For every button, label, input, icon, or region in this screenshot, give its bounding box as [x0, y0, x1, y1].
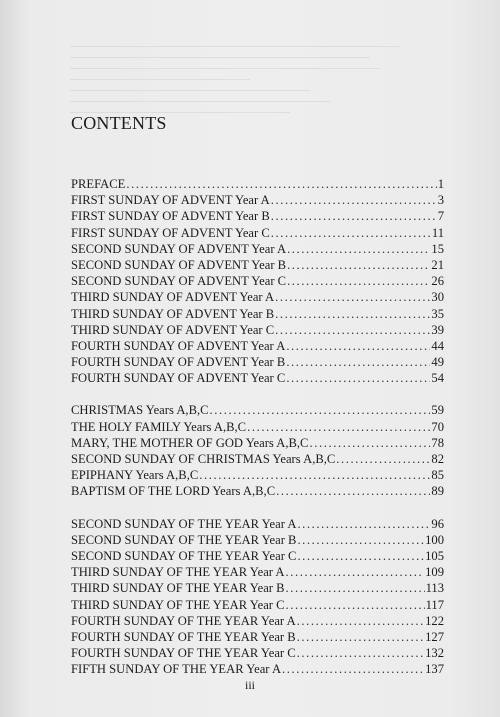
dot-leader [297, 613, 424, 629]
toc-entry [71, 645, 444, 661]
dot-leader [297, 548, 424, 564]
dot-leader [286, 354, 430, 370]
toc-entry-title: EPIPHANY Years A,B,C [71, 468, 199, 483]
dot-leader [297, 629, 424, 645]
toc-entry-title: CHRISTMAS Years A,B,C [71, 403, 209, 418]
dot-leader [275, 322, 430, 338]
dot-leader [286, 564, 425, 580]
dot-leader [275, 289, 430, 305]
dot-leader [126, 176, 436, 192]
dot-leader [286, 338, 430, 354]
toc-entry-page-number: 3 [437, 193, 444, 208]
toc-entry [71, 273, 444, 289]
toc-entry-page-number: 59 [431, 403, 444, 418]
dot-leader [297, 645, 424, 661]
toc-entry [71, 338, 444, 354]
dot-leader [336, 451, 430, 467]
toc-entry-title: FOURTH SUNDAY OF THE YEAR Year C [71, 646, 296, 661]
contents-title: CONTENTS [71, 113, 167, 133]
toc-entry [71, 419, 444, 435]
toc-entry [71, 289, 444, 305]
toc-entry-title: SECOND SUNDAY OF ADVENT Year A [71, 241, 287, 256]
toc-section [71, 516, 444, 678]
toc-entry-title: THIRD SUNDAY OF THE YEAR Year A [71, 565, 285, 580]
toc-entry [71, 257, 444, 273]
dot-leader [282, 661, 424, 677]
toc-entry-title: SECOND SUNDAY OF ADVENT Year C [71, 274, 287, 289]
bleed-through-text [70, 0, 470, 113]
toc-entry [71, 451, 444, 467]
toc-entry-title: FIFTH SUNDAY OF THE YEAR Year A [71, 662, 282, 677]
toc-entry [71, 516, 444, 532]
dot-leader [297, 532, 424, 548]
dot-leader [286, 370, 430, 386]
dot-leader [287, 241, 430, 257]
toc-entry-title: THIRD SUNDAY OF ADVENT Year C [71, 322, 275, 337]
toc-entry-page-number: 54 [431, 371, 444, 386]
toc-entry-title: FIRST SUNDAY OF ADVENT Year B [71, 209, 270, 224]
toc-entry [71, 564, 444, 580]
toc-entry-page-number: 26 [431, 274, 444, 289]
toc-entry-title: SECOND SUNDAY OF THE YEAR Year B [71, 532, 297, 547]
toc-entry-page-number: 78 [431, 435, 444, 450]
toc-entry-page-number: 35 [431, 306, 444, 321]
toc-entry-title: FIRST SUNDAY OF ADVENT Year C [71, 225, 270, 240]
toc-entry-title: THE HOLY FAMILY Years A,B,C [71, 419, 247, 434]
toc-entry [71, 176, 444, 192]
toc-entry-title: FOURTH SUNDAY OF ADVENT Year C [71, 371, 286, 386]
toc-entry-page-number: 137 [425, 662, 444, 677]
toc-entry-page-number: 109 [425, 565, 444, 580]
toc-entry [71, 483, 444, 499]
dot-leader [275, 306, 430, 322]
toc-entry-title: MARY, THE MOTHER OF GOD Years A,B,C [71, 435, 309, 450]
toc-entry [71, 192, 444, 208]
toc-entry-page-number: 96 [431, 516, 444, 531]
toc-entry [71, 354, 444, 370]
dot-leader [199, 467, 430, 483]
toc-entry [71, 548, 444, 564]
toc-entry [71, 370, 444, 386]
dot-leader [297, 516, 430, 532]
toc-entry-page-number: 1 [437, 177, 444, 191]
toc-entry [71, 402, 444, 418]
toc-entry-page-number: 105 [425, 548, 444, 563]
toc-entry-page-number: 122 [425, 613, 444, 628]
toc-entry [71, 467, 444, 483]
toc-entry-title: FOURTH SUNDAY OF ADVENT Year A [71, 338, 286, 353]
dot-leader [271, 225, 431, 241]
dot-leader [247, 419, 430, 435]
toc-entry-page-number: 113 [425, 581, 444, 596]
dot-leader [276, 483, 430, 499]
toc-entry [71, 208, 444, 224]
dot-leader [287, 273, 430, 289]
toc-entry-page-number: 85 [431, 468, 444, 483]
dot-leader [286, 580, 425, 596]
toc-entry-title: THIRD SUNDAY OF ADVENT Year B [71, 306, 275, 321]
toc-entry-title: FIRST SUNDAY OF ADVENT Year A [71, 193, 270, 208]
toc-entry-title: THIRD SUNDAY OF THE YEAR Year C [71, 597, 285, 612]
toc-entry-title: FOURTH SUNDAY OF THE YEAR Year B [71, 629, 296, 644]
dot-leader [271, 208, 437, 224]
toc-entry [71, 435, 444, 451]
toc-entry [71, 532, 444, 548]
toc-entry-page-number: 117 [425, 597, 444, 612]
toc-entry-page-number: 132 [425, 646, 444, 661]
toc-entry-title: SECOND SUNDAY OF THE YEAR Year A [71, 516, 297, 531]
toc-entry-title: SECOND SUNDAY OF CHRISTMAS Years A,B,C [71, 452, 336, 466]
toc-entry-page-number: 44 [431, 338, 444, 353]
toc-entry-page-number: 127 [425, 629, 444, 644]
toc-entry [71, 241, 444, 257]
toc-entry-title: THIRD SUNDAY OF THE YEAR Year B [71, 581, 285, 596]
toc-entry-page-number: 15 [431, 241, 444, 256]
toc-entry-title: FOURTH SUNDAY OF ADVENT Year B [71, 355, 286, 370]
toc-entry-title: SECOND SUNDAY OF ADVENT Year B [71, 257, 287, 272]
toc-entry [71, 225, 444, 241]
toc-entry [71, 306, 444, 322]
toc-entry [71, 629, 444, 645]
dot-leader [287, 257, 430, 273]
toc-entry-page-number: 100 [425, 532, 444, 547]
table-of-contents [71, 176, 444, 693]
toc-entry-title: SECOND SUNDAY OF THE YEAR Year C [71, 548, 297, 563]
toc-entry-title: BAPTISM OF THE LORD Years A,B,C [71, 484, 276, 499]
dot-leader [309, 435, 430, 451]
toc-entry-page-number: 30 [431, 290, 444, 305]
toc-entry [71, 661, 444, 677]
toc-entry-page-number: 21 [431, 257, 444, 272]
toc-entry [71, 597, 444, 613]
toc-entry-page-number: 7 [437, 209, 444, 224]
toc-entry-page-number: 11 [431, 225, 444, 240]
toc-entry [71, 613, 444, 629]
toc-entry-page-number: 89 [431, 484, 444, 499]
toc-entry-title: FOURTH SUNDAY OF THE YEAR Year A [71, 613, 296, 628]
dot-leader [286, 597, 425, 613]
page-number-folio: iii [244, 678, 255, 692]
toc-entry-title: THIRD SUNDAY OF ADVENT Year A [71, 290, 275, 305]
toc-entry-page-number: 39 [431, 322, 444, 337]
toc-section [71, 402, 444, 499]
toc-entry [71, 580, 444, 596]
toc-entry-page-number: 70 [431, 419, 444, 434]
dot-leader [210, 402, 431, 418]
dot-leader [271, 192, 437, 208]
toc-section [71, 176, 444, 386]
toc-entry-title: PREFACE [71, 177, 126, 191]
toc-entry-page-number: 49 [431, 355, 444, 370]
toc-entry [71, 322, 444, 338]
toc-entry-page-number: 82 [431, 452, 444, 466]
